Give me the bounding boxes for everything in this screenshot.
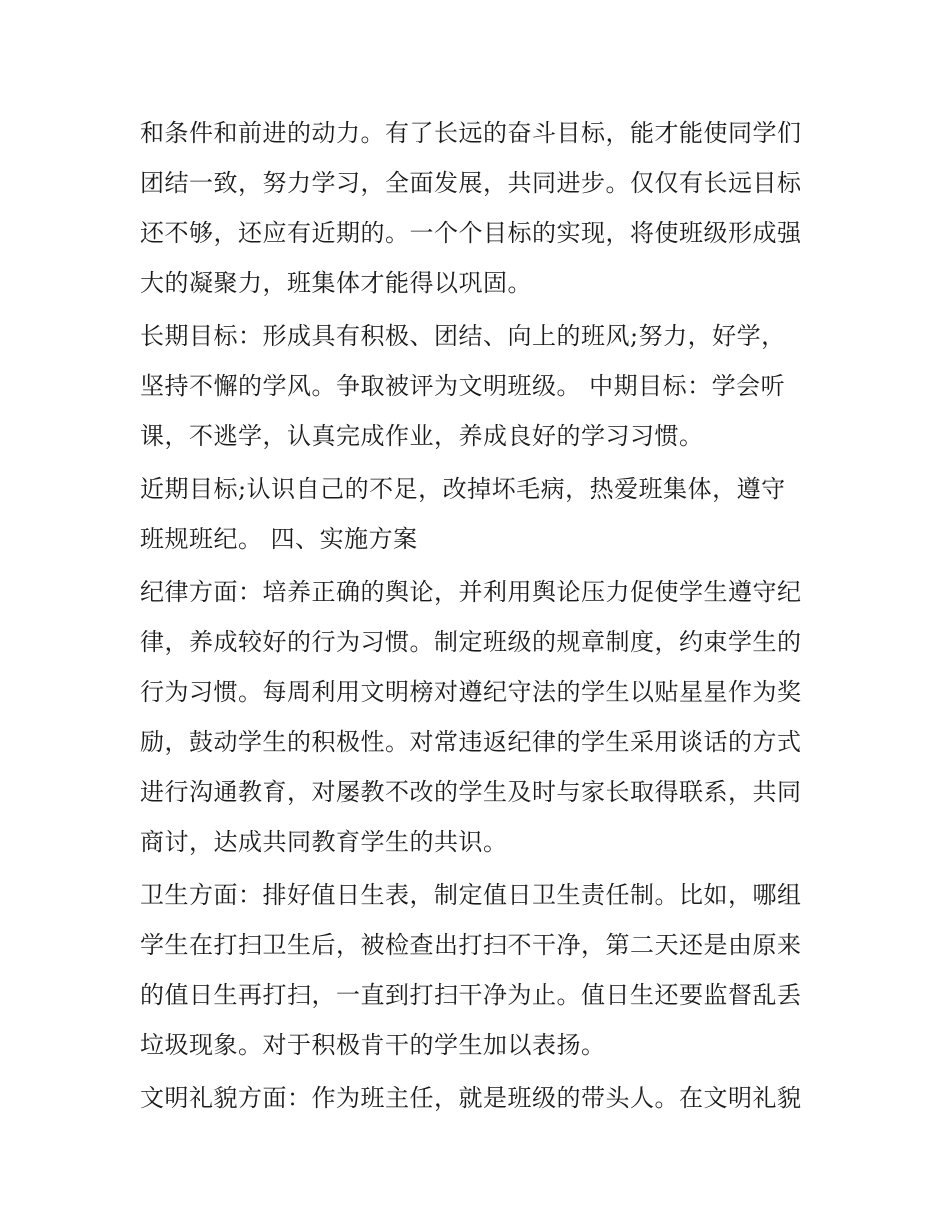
text-line: 课，不逃学，认真完成作业，养成良好的学习习惯。 [140,422,704,450]
text-line: 文明礼貌方面：作为班主任，就是班级的带头人。在文明礼貌 [140,1084,802,1112]
text-line: 纪律方面：培养正确的舆论，并利用舆论压力促使学生遵守纪 [140,578,802,606]
text-line: 垃圾现象。对于积极肯干的学生加以表扬。 [140,1031,606,1059]
paragraph-short-term-goals [140,464,820,564]
paragraph-hygiene [140,870,820,1070]
text-line: 大的凝聚力，班集体才能得以巩固。 [140,269,532,297]
text-line: 坚持不懈的学风。争取被评为文明班级。 中期目标：学会听 [140,372,786,400]
text-line: 还不够，还应有近期的。一个个目标的实现，将使班级形成强 [140,219,802,247]
text-line: 的值日生再打扫，一直到打扫干净为止。值日生还要监督乱丢 [140,981,802,1009]
text-line: 近期目标;认识自己的不足，改掉坏毛病，热爱班集体，遵守 [140,475,786,503]
text-line: 行为习惯。每周利用文明榜对遵纪守法的学生以贴星星作为奖 [140,678,802,706]
paragraph-long-term-goals [140,311,820,461]
document-body [140,108,820,1126]
text-line: 团结一致，努力学习，全面发展，共同进步。仅仅有长远目标 [140,169,802,197]
text-line: 卫生方面：排好值日生表，制定值日卫生责任制。比如，哪组 [140,881,802,909]
text-line: 长期目标：形成具有积极、团结、向上的班风;努力，好学， [140,322,786,350]
text-line: 进行沟通教育，对屡教不改的学生及时与家长取得联系，共同 [140,778,802,806]
text-line: 律，养成较好的行为习惯。制定班级的规章制度，约束学生的 [140,628,802,656]
text-line: 和条件和前进的动力。有了长远的奋斗目标，能才能使同学们 [140,119,802,147]
text-line: 班规班纪。 四、实施方案 [140,525,418,553]
text-line: 励，鼓动学生的积极性。对常违返纪律的学生采用谈话的方式 [140,728,802,756]
paragraph-discipline [140,567,820,867]
text-line: 商讨，达成共同教育学生的共识。 [140,828,508,856]
text-line: 学生在打扫卫生后，被检查出打扫不干净，第二天还是由原来 [140,931,802,959]
paragraph-civility [140,1073,820,1123]
paragraph-goals-intro [140,108,820,308]
